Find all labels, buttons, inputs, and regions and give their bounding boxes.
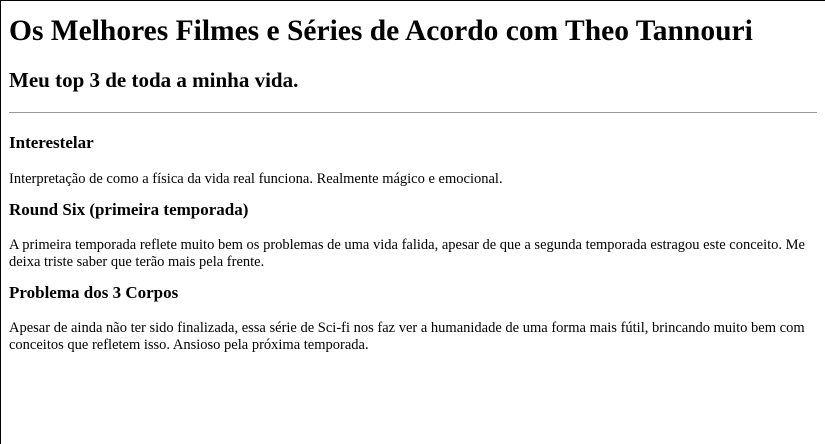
item-description: A primeira temporada reflete muito bem os problemas de uma vida falida, apesar de que a segunda temporada estragou este conceito. Me deixa triste saber que terão mais pela frente. [9,237,805,270]
list-item [9,200,817,271]
item-description: Apesar de ainda não ter sido finalizada, essa série de Sci-fi nos faz ver a humanidade de uma forma mais fútil, brincando muito bem com conceitos que refletem isso. Ansioso pela próxima temporada. [9,320,805,353]
page-subtitle: Meu top 3 de toda a minha vida. [9,68,299,92]
item-title: Round Six (primeira temporada) [9,200,249,219]
item-title: Interestelar [9,133,94,152]
item-title: Problema dos 3 Corpos [9,283,179,302]
list-item [9,283,817,354]
page-content [1,14,825,354]
page-title: Os Melhores Filmes e Séries de Acordo com Theo Tannouri [9,15,753,47]
list-item [9,133,817,188]
divider [9,112,817,113]
item-description: Interpretação de como a física da vida real funciona. Realmente mágico e emocional. [9,171,503,187]
